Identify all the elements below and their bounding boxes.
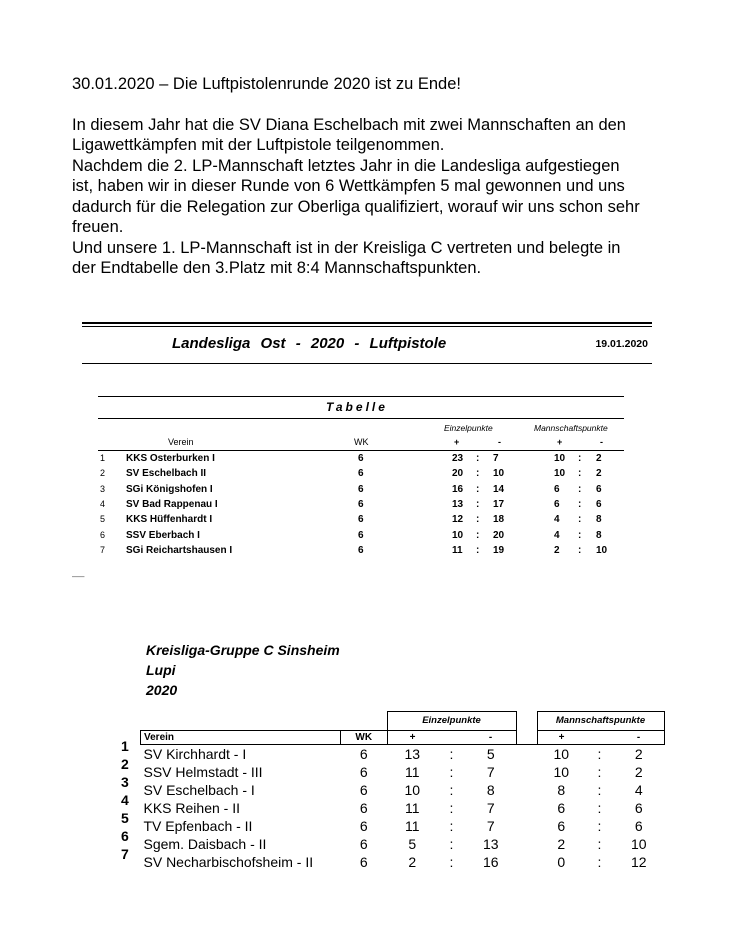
club-name: SSV Eberbach I xyxy=(126,529,200,541)
intro-line: Ligawettkämpfen mit der Luftpistole teilgenommen. xyxy=(72,136,445,154)
article-title: 30.01.2020 – Die Luftpistolenrunde 2020 ist zu Ende! xyxy=(72,75,461,93)
col-plus: + xyxy=(387,730,438,744)
mannschaft-plus: 10 xyxy=(554,453,566,464)
sep: : xyxy=(476,498,480,510)
kreisliga-table xyxy=(112,640,672,880)
intro-line: der Endtabelle den 3.Platz mit 8:4 Mannschaftspunkten. xyxy=(72,259,482,277)
mannschaft-plus: 8 xyxy=(557,781,566,798)
sep: : xyxy=(597,745,602,762)
col-plus: + xyxy=(537,730,586,744)
einzel-minus: 8 xyxy=(486,781,495,798)
rank-cell: 4 xyxy=(100,498,106,509)
sep: : xyxy=(449,781,454,798)
intro-line: dadurch für die Relegation zur Oberliga qualifiziert, worauf wir uns schon sehr xyxy=(72,197,640,216)
group-einzel: Einzelpunkte xyxy=(387,712,516,731)
einzel-plus: 10 xyxy=(452,529,464,541)
einzel-plus: 11 xyxy=(452,544,463,556)
mannschaft-plus: 10 xyxy=(553,745,570,762)
divider xyxy=(82,326,652,327)
mannschaft-plus: 2 xyxy=(557,835,566,852)
rank-cell: 5 xyxy=(100,514,106,525)
sep: : xyxy=(578,514,582,526)
mannschaft-minus: 8 xyxy=(596,529,602,541)
club-name: SV Eschelbach - I xyxy=(143,781,255,798)
rank-cell: 4 xyxy=(121,792,129,808)
mannschaft-plus: 10 xyxy=(554,468,566,480)
rank-cell: 7 xyxy=(100,544,106,555)
sep: : xyxy=(597,781,602,798)
einzel-minus: 19 xyxy=(493,544,505,556)
sep: : xyxy=(597,835,602,852)
table-row xyxy=(141,835,665,853)
sep: : xyxy=(597,817,602,834)
mannschaft-plus: 10 xyxy=(553,763,570,780)
sep: : xyxy=(476,544,480,556)
col-verein: Verein xyxy=(141,730,341,744)
divider xyxy=(82,363,652,364)
col-wk: WK xyxy=(341,730,388,744)
table-row xyxy=(82,468,652,483)
rank-cell: 1 xyxy=(121,738,129,754)
table-row xyxy=(82,545,652,560)
einzel-plus: 11 xyxy=(404,799,420,816)
einzel-minus: 7 xyxy=(486,763,495,780)
sep: : xyxy=(578,483,582,495)
col-minus: - xyxy=(614,730,665,744)
mannschaft-plus: 0 xyxy=(557,853,566,870)
table-row xyxy=(82,530,652,545)
col-wk: WK xyxy=(354,437,369,447)
sep: : xyxy=(476,468,480,480)
mannschaft-plus: 6 xyxy=(557,817,566,834)
col-minus: - xyxy=(466,730,517,744)
col-minus: - xyxy=(600,437,603,447)
mannschaft-minus: 10 xyxy=(596,544,608,556)
divider xyxy=(98,450,624,451)
sep: : xyxy=(597,853,602,870)
sep: : xyxy=(476,529,480,541)
einzel-plus: 20 xyxy=(452,468,464,480)
wk-cell: 6 xyxy=(359,745,368,762)
einzel-minus: 7 xyxy=(486,799,495,816)
landesliga-table xyxy=(82,320,652,570)
mannschaft-minus: 10 xyxy=(630,835,647,852)
mannschaft-plus: 2 xyxy=(554,544,560,556)
col-verein: Verein xyxy=(168,437,194,447)
rank-cell: 2 xyxy=(121,756,129,772)
einzel-minus: 10 xyxy=(493,468,505,480)
mannschaft-minus: 6 xyxy=(634,799,643,816)
wk-cell: 6 xyxy=(359,853,368,870)
rank-cell: 3 xyxy=(100,483,106,494)
table-row xyxy=(141,799,665,817)
divider xyxy=(98,418,624,419)
rank-cell: 3 xyxy=(121,774,129,790)
einzel-plus: 5 xyxy=(408,835,417,852)
club-name: SGi Königshofen I xyxy=(126,483,213,495)
sep: : xyxy=(476,514,480,526)
sep: : xyxy=(449,853,454,870)
col-plus: + xyxy=(454,437,460,447)
divider xyxy=(82,322,652,324)
rank-cell: 7 xyxy=(121,846,129,862)
group-mannschaft: Mannschaftspunkte xyxy=(537,712,664,731)
mannschaft-minus: 6 xyxy=(596,498,602,510)
intro-line: ist, haben wir in dieser Runde von 6 Wettkämpfen 5 mal gewonnen und uns xyxy=(72,177,625,195)
sep: : xyxy=(476,483,480,495)
sep: : xyxy=(449,835,454,852)
einzel-minus: 7 xyxy=(493,453,499,464)
einzel-plus: 13 xyxy=(404,745,421,762)
rank-cell: 1 xyxy=(100,453,106,463)
table-title-line: Lupi xyxy=(146,662,176,678)
club-name: SV Necharbischofsheim - II xyxy=(143,853,314,870)
einzel-plus: 11 xyxy=(404,817,420,834)
einzel-plus: 10 xyxy=(404,781,421,798)
sep: : xyxy=(597,799,602,816)
mannschaft-minus: 2 xyxy=(634,763,643,780)
table-row xyxy=(141,817,665,835)
wk-cell: 6 xyxy=(359,763,368,780)
intro-line: freuen. xyxy=(72,218,124,236)
table-date: 19.01.2020 xyxy=(595,338,648,350)
einzel-plus: 2 xyxy=(408,853,417,870)
table-title-line: 2020 xyxy=(146,682,178,698)
wk-cell: 6 xyxy=(358,498,364,510)
separator-mark: —– xyxy=(72,572,85,581)
mannschaft-minus: 2 xyxy=(596,453,602,464)
group-einzel: Einzelpunkte xyxy=(444,423,493,433)
col-minus: - xyxy=(498,437,501,447)
table-row xyxy=(82,453,652,468)
wk-cell: 6 xyxy=(358,514,364,526)
wk-cell: 6 xyxy=(359,781,368,798)
einzel-minus: 16 xyxy=(482,853,499,870)
einzel-plus: 11 xyxy=(404,763,420,780)
table-row xyxy=(141,781,665,799)
club-name: SV Kirchhardt - I xyxy=(143,745,247,762)
einzel-plus: 13 xyxy=(452,498,464,510)
table-row xyxy=(141,744,665,763)
sep: : xyxy=(578,544,582,556)
mannschaft-minus: 12 xyxy=(630,853,647,870)
wk-cell: 6 xyxy=(359,835,368,852)
table-row xyxy=(82,499,652,514)
mannschaft-plus: 6 xyxy=(554,498,560,510)
club-name: TV Epfenbach - II xyxy=(143,817,253,834)
rank-cell: 5 xyxy=(121,810,129,826)
mannschaft-minus: 2 xyxy=(596,468,602,480)
mannschaft-plus: 6 xyxy=(557,799,566,816)
mannschaft-minus: 6 xyxy=(596,483,602,495)
group-mannschaft: Mannschaftspunkte xyxy=(534,423,608,433)
einzel-plus: 12 xyxy=(452,514,464,526)
col-plus: + xyxy=(557,437,563,447)
sep: : xyxy=(449,745,454,762)
divider xyxy=(98,396,624,397)
einzel-plus: 23 xyxy=(452,453,464,464)
club-name: SGi Reichartshausen I xyxy=(126,544,233,556)
einzel-minus: 5 xyxy=(486,745,495,762)
table-row xyxy=(82,514,652,529)
sep: : xyxy=(597,763,602,780)
wk-cell: 6 xyxy=(358,544,364,556)
mannschaft-minus: 6 xyxy=(634,817,643,834)
mannschaft-minus: 8 xyxy=(596,514,602,526)
einzel-minus: 20 xyxy=(493,529,505,541)
sep: : xyxy=(578,529,582,541)
sep: : xyxy=(476,453,480,464)
wk-cell: 6 xyxy=(358,453,364,464)
mannschaft-minus: 4 xyxy=(634,781,643,798)
mannschaft-plus: 4 xyxy=(554,529,560,541)
sep: : xyxy=(449,799,454,816)
mannschaft-plus: 4 xyxy=(554,514,560,526)
club-name: SV Eschelbach II xyxy=(126,468,207,480)
table-title: Landesliga Ost - 2020 - Luftpistole xyxy=(172,335,447,352)
mannschaft-minus: 2 xyxy=(634,745,643,762)
club-name: KKS Reihen - II xyxy=(143,799,240,816)
einzel-minus: 18 xyxy=(493,514,505,526)
standings-table xyxy=(140,711,665,871)
sep: : xyxy=(449,817,454,834)
einzel-plus: 16 xyxy=(452,483,464,495)
intro-line: Und unsere 1. LP-Mannschaft ist in der Kreisliga C vertreten und belegte in xyxy=(72,238,621,257)
wk-cell: 6 xyxy=(359,799,368,816)
einzel-minus: 13 xyxy=(482,835,499,852)
intro-line: In diesem Jahr hat die SV Diana Eschelbach mit zwei Mannschaften an den xyxy=(72,115,626,134)
club-name: Sgem. Daisbach - II xyxy=(143,835,267,852)
einzel-minus: 14 xyxy=(493,483,505,495)
wk-cell: 6 xyxy=(358,529,364,541)
einzel-minus: 17 xyxy=(493,498,505,510)
sep: : xyxy=(578,453,582,464)
intro-line: Nachdem die 2. LP-Mannschaft letztes Jahr in die Landesliga aufgestiegen xyxy=(72,156,620,175)
club-name: KKS Hüffenhardt I xyxy=(126,514,213,526)
club-name: KKS Osterburken I xyxy=(126,453,215,464)
wk-cell: 6 xyxy=(359,817,368,834)
rank-cell: 2 xyxy=(100,468,106,479)
wk-cell: 6 xyxy=(358,483,364,495)
wk-cell: 6 xyxy=(358,468,364,480)
table-row xyxy=(141,763,665,781)
rank-cell: 6 xyxy=(100,529,106,540)
mannschaft-plus: 6 xyxy=(554,483,560,495)
sep: : xyxy=(449,763,454,780)
club-name: SSV Helmstadt - III xyxy=(143,763,263,780)
sep: : xyxy=(578,498,582,510)
rank-cell: 6 xyxy=(121,828,129,844)
table-subtitle: Tabelle xyxy=(326,400,388,414)
einzel-minus: 7 xyxy=(486,817,495,834)
table-row xyxy=(141,853,665,871)
sep: : xyxy=(578,468,582,480)
club-name: SV Bad Rappenau I xyxy=(126,498,218,510)
intro-text xyxy=(72,74,692,279)
table-row xyxy=(82,484,652,499)
table-title-line: Kreisliga-Gruppe C Sinsheim xyxy=(146,642,340,658)
